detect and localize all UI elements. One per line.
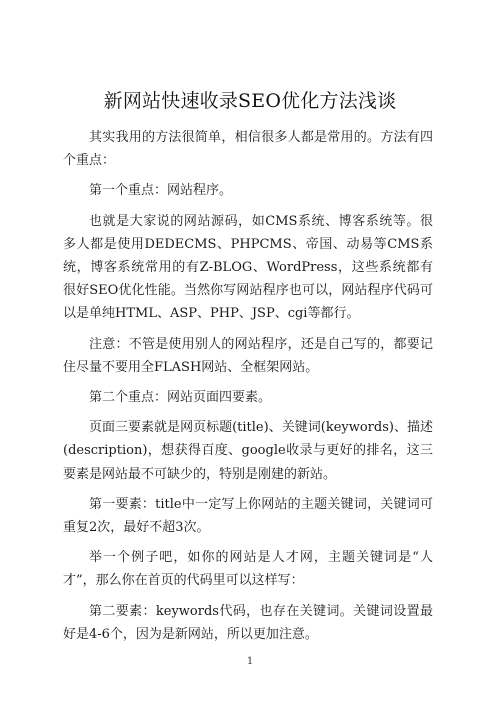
paragraph-point-one-heading: 第一个重点：网站程序。 <box>89 183 233 199</box>
paragraph-second-element: 第二要素：keywords代码，也存在关键词。关键词设置最好是4-6个，因为是新网站，所以更加注意。 <box>63 603 433 642</box>
document-body <box>63 126 433 653</box>
document-title: 新网站快速收录SEO优化方法浅谈 <box>103 90 397 112</box>
paragraph-point-two-body: 页面三要素就是网页标题(title)、关键词(keywords)、描述(description)，想获得百度、google收录与更好的排名，这三要素是网站最不可缺少的，特别是刚建的新站。 <box>63 420 433 482</box>
page-number: 1 <box>246 656 254 667</box>
paragraph-point-one-body: 也就是大家说的网站源码，如CMS系统、博客系统等。很多人都是使用DEDECMS、PHPCMS、帝国、动易等CMS系统，博客系统常用的有Z-BLOG、WordPress，这些系统都有很好SEO优化性能。当然你写网站程序也可以，网站程序代码可以是单纯HTML、ASP、PHP、JSP、cgi等都行。 <box>63 213 433 322</box>
paragraph-intro: 其实我用的方法很简单，相信很多人都是常用的。方法有四个重点： <box>63 130 433 169</box>
paragraph-point-two-heading: 第二个重点：网站页面四要素。 <box>89 390 272 406</box>
paragraph-first-element: 第一要素：title中一定写上你网站的主题关键词，关键词可重复2次，最好不超3次。 <box>63 496 433 536</box>
paragraph-note: 注意：不管是使用别人的网站程序，还是自己写的，都要记住尽量不要用全FLASH网站、全框架网站。 <box>63 336 433 375</box>
paragraph-example: 举一个例子吧，如你的网站是人才网，主题关键词是“人才”，那么你在首页的代码里可以这样写： <box>63 550 433 589</box>
